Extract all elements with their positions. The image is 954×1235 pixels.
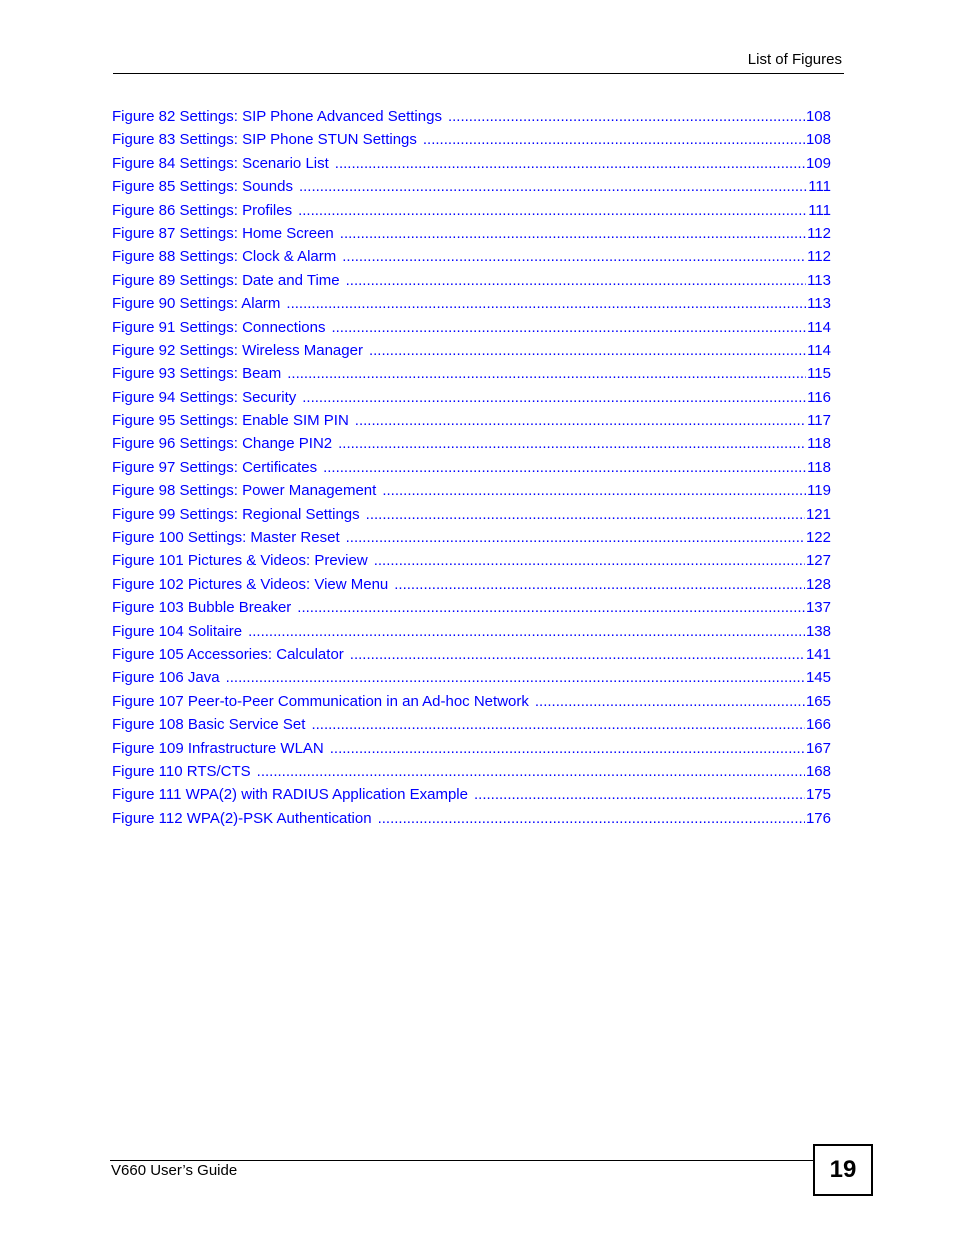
toc-entry-label[interactable]: Figure 106 Java [112,669,220,687]
toc-entry-page[interactable]: 115 [807,365,831,383]
toc-entry-label[interactable]: Figure 109 Infrastructure WLAN [112,739,324,757]
toc-entry[interactable] [112,292,831,315]
dot-leader [338,432,806,455]
toc-entry-page[interactable]: 114 [807,318,831,336]
toc-entry[interactable] [112,456,831,479]
footer-guide-title: V660 User’s Guide [111,1162,238,1179]
toc-entry-label[interactable]: Figure 93 Settings: Beam [112,365,282,383]
toc-entry-page[interactable]: 113 [807,271,831,289]
toc-entry[interactable] [112,737,831,760]
dot-leader [423,128,805,151]
toc-entry-page[interactable]: 168 [805,762,831,780]
toc-entry-label[interactable]: Figure 97 Settings: Certificates [112,458,318,476]
dot-leader [350,643,805,666]
toc-entry-label[interactable]: Figure 83 Settings: SIP Phone STUN Settings [112,131,417,149]
toc-entry-page[interactable]: 175 [805,786,831,804]
toc-entry-page[interactable]: 145 [805,669,831,687]
dot-leader [369,339,806,362]
toc-entry-label[interactable]: Figure 90 Settings: Alarm [112,295,281,313]
toc-entry-page[interactable]: 113 [807,295,831,313]
toc-entry-page[interactable]: 121 [805,505,831,523]
toc-entry-page[interactable]: 127 [805,552,831,570]
toc-entry-page[interactable]: 118 [807,435,831,453]
dot-leader [330,737,805,760]
toc-entry-label[interactable]: Figure 101 Pictures & Videos: Preview [112,552,368,570]
toc-entry-page[interactable]: 109 [805,154,831,172]
dot-leader [287,362,806,385]
toc-entry-label[interactable]: Figure 108 Basic Service Set [112,716,306,734]
toc-entry-page[interactable]: 118 [807,458,831,476]
toc-entry-page[interactable]: 112 [807,224,831,242]
dot-leader [257,760,805,783]
toc-entry-page[interactable]: 119 [807,482,831,500]
header-title: List of Figures [747,51,842,68]
toc-entry[interactable] [112,199,831,222]
toc-entry[interactable] [112,362,831,385]
dot-leader [297,596,805,619]
header-divider [113,73,844,74]
toc-entry[interactable] [112,386,831,409]
toc-entry-label[interactable]: Figure 104 Solitaire [112,622,243,640]
toc-entry-label[interactable]: Figure 84 Settings: Scenario List [112,154,329,172]
dot-leader [302,386,806,409]
dot-leader [331,316,806,339]
toc-entry-page[interactable]: 128 [805,575,831,593]
toc-entry[interactable] [112,152,831,175]
dot-leader [298,199,807,222]
toc-entry[interactable] [112,807,831,830]
toc-entry[interactable] [112,643,831,666]
toc-entry[interactable] [112,573,831,596]
toc-entry-page[interactable]: 116 [807,388,831,406]
dot-leader [299,175,807,198]
toc-entry-label[interactable]: Figure 82 Settings: SIP Phone Advanced Settings [112,108,442,125]
toc-entry-page[interactable]: 122 [805,529,831,547]
dot-leader [382,479,806,502]
toc-entry-label[interactable]: Figure 92 Settings: Wireless Manager [112,341,363,359]
toc-entry-label[interactable]: Figure 100 Settings: Master Reset [112,529,340,547]
toc-entry-label[interactable]: Figure 102 Pictures & Videos: View Menu [112,575,389,593]
toc-entry[interactable] [112,596,831,619]
dot-leader [378,807,805,830]
toc-entry[interactable] [112,269,831,292]
toc-entry-label[interactable]: Figure 112 WPA(2)-PSK Authentication [112,809,372,827]
toc-entry[interactable] [112,409,831,432]
toc-entry-label[interactable]: Figure 89 Settings: Date and Time [112,271,340,289]
toc-entry[interactable] [112,503,831,526]
dot-leader [323,456,806,479]
toc-entry-label[interactable]: Figure 86 Settings: Profiles [112,201,293,219]
dot-leader [226,666,805,689]
toc-entry-label[interactable]: Figure 103 Bubble Breaker [112,599,292,617]
dot-leader [248,620,805,643]
toc-entry[interactable] [112,690,831,713]
toc-entry-page[interactable]: 167 [805,739,831,757]
toc-entry-page[interactable]: 111 [808,201,831,219]
toc-entry[interactable] [112,526,831,549]
toc-entry[interactable] [112,713,831,736]
toc-entry-label[interactable]: Figure 96 Settings: Change PIN2 [112,435,333,453]
toc-entry-page[interactable]: 117 [807,412,831,430]
footer-divider [110,1160,814,1161]
dot-leader [286,292,806,315]
toc-entry[interactable] [112,222,831,245]
toc-entry[interactable] [112,245,831,268]
toc-entry-label[interactable]: Figure 98 Settings: Power Management [112,482,377,500]
toc-entry-page[interactable]: 166 [805,716,831,734]
dot-leader [335,152,805,175]
dot-leader [340,222,806,245]
dot-leader [474,783,805,806]
toc-entry-page[interactable]: 176 [805,809,831,827]
toc-entry-label[interactable]: Figure 99 Settings: Regional Settings [112,505,360,523]
page-number-box [813,1144,873,1196]
toc-entry[interactable] [112,339,831,362]
page-number: 19 [829,1156,857,1183]
toc-entry-page[interactable]: 111 [808,178,831,196]
toc-entry[interactable] [112,128,831,151]
toc-entry-page[interactable]: 141 [805,645,831,663]
toc-entry[interactable] [112,316,831,339]
toc-entry-label[interactable]: Figure 111 WPA(2) with RADIUS Application Example [112,786,468,804]
dot-leader [535,690,805,713]
toc-entry-label[interactable]: Figure 85 Settings: Sounds [112,178,293,196]
toc-entry-page[interactable]: 138 [805,622,831,640]
toc-entry-label[interactable]: Figure 105 Accessories: Calculator [112,645,344,663]
toc-entry-label[interactable]: Figure 88 Settings: Clock & Alarm [112,248,337,266]
dot-leader [346,526,805,549]
toc-entry[interactable] [112,760,831,783]
toc-entry-label[interactable]: Figure 87 Settings: Home Screen [112,224,334,242]
toc-entry-page[interactable]: 108 [805,131,831,149]
toc-entry[interactable] [112,432,831,455]
toc-entry-page[interactable]: 165 [805,692,831,710]
toc-entry-label[interactable]: Figure 94 Settings: Security [112,388,297,406]
toc-entry[interactable] [112,105,831,128]
dot-leader [374,549,805,572]
toc-entry-page[interactable]: 137 [805,599,831,617]
toc-entry[interactable] [112,549,831,572]
dot-leader [346,269,806,292]
toc-entry[interactable] [112,620,831,643]
toc-entry-label[interactable]: Figure 91 Settings: Connections [112,318,326,336]
toc-entry-page[interactable]: 112 [807,248,831,266]
toc-entry[interactable] [112,479,831,502]
dot-leader [366,503,805,526]
toc-entry-page[interactable]: 108 [805,108,831,125]
dot-leader [342,245,806,268]
toc-entry[interactable] [112,175,831,198]
toc-entry-label[interactable]: Figure 107 Peer-to-Peer Communication in an Ad-hoc Network [112,692,529,710]
dot-leader [448,105,805,128]
toc-entry[interactable] [112,783,831,806]
toc-entry-label[interactable]: Figure 110 RTS/CTS [112,762,251,780]
dot-leader [311,713,805,736]
toc-entry-label[interactable]: Figure 95 Settings: Enable SIM PIN [112,412,349,430]
dot-leader [355,409,806,432]
list-of-figures [112,105,831,830]
dot-leader [394,573,805,596]
toc-entry[interactable] [112,666,831,689]
toc-entry-page[interactable]: 114 [807,341,831,359]
